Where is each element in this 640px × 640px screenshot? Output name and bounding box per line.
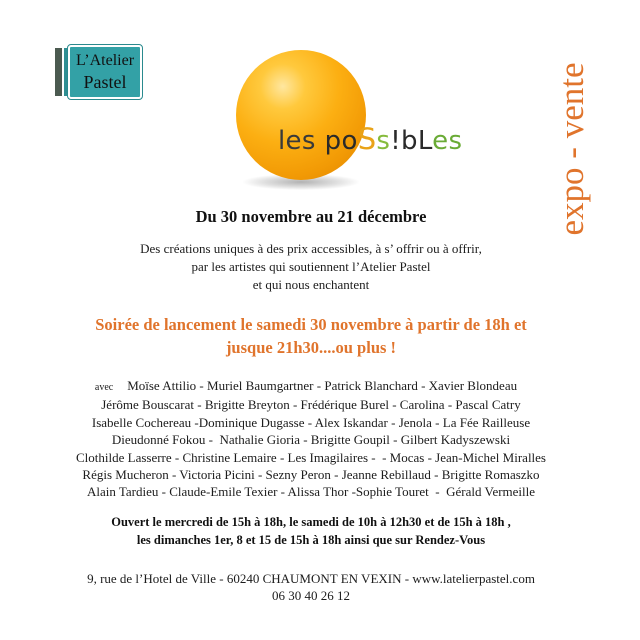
logo-box [68,45,142,99]
artist-line: Dieudonné Fokou - Nathalie Gioria - Brigitte Goupil - Gilbert Kadyszewski [111,432,511,448]
intro-line: et qui nous enchantent [252,277,370,292]
side-label-expo-vente: expo - vente [552,62,591,236]
wordmark-letters: po [324,126,358,156]
wordmark-letters: ! [390,126,401,156]
les-possibles-wordmark [278,124,462,154]
intro-line: par les artistes qui soutiennent l’Atelier Pastel [191,259,431,274]
artists-prefix: avec [94,382,114,393]
intro-line: Des créations uniques à des prix accessibles, à s’ offrir ou à offrir, [140,241,482,256]
launch-line: Soirée de lancement le samedi 30 novembre à partir de 18h et [95,315,527,334]
artist-line: Alain Tardieu - Claude-Emile Texier - Alissa Thor -Sophie Touret - Gérald Vermeille [86,484,536,500]
phone-number: 06 30 40 26 12 [272,588,350,603]
logo-dark-stripe [55,48,62,96]
dates-line: Du 30 novembre au 21 décembre [195,207,427,226]
hours-line: Ouvert le mercredi de 15h à 18h, le samedi de 10h à 12h30 et de 15h à 18h , [111,515,511,529]
address-line: 9, rue de l’Hotel de Ville - 60240 CHAUMONT EN VEXIN - www.latelierpastel.com [87,571,535,586]
logo-line-2: Pastel [83,72,127,92]
logo-teal-stripe [64,48,67,96]
intro-paragraph [0,240,622,294]
launch-announcement [0,313,622,359]
logo-line-1: L’Atelier [75,52,135,69]
artist-line: Isabelle Cochereau -Dominique Dugasse - Alex Iskandar - Jenola - La Fée Railleuse [91,414,531,430]
artist-line: Régis Mucheron - Victoria Picini - Sezny Peron - Jeanne Rebillaud - Brigitte Romaszko [82,467,540,483]
wordmark-letters: es [432,126,463,156]
wordmark-letters: s [376,126,391,156]
artists-list [0,377,622,501]
event-dates [0,207,622,227]
wordmark-letters: les [278,126,316,156]
wordmark-letters: S [357,122,377,156]
launch-line: jusque 21h30....ou plus ! [225,338,397,357]
hours-line: les dimanches 1er, 8 et 15 de 15h à 18h ainsi que sur Rendez-Vous [136,533,486,547]
opening-hours [0,513,622,549]
artist-names: Moïse Attilio - Muriel Baumgartner - Patrick Blanchard - Xavier Blondeau [127,378,518,393]
wordmark-letters: b [401,126,418,156]
artist-line: Clothilde Lasserre - Christine Lemaire - Les Imagilaires - - Mocas - Jean-Michel Miralles [75,449,546,465]
atelier-pastel-logo [55,45,142,99]
artist-line: Jérôme Bouscarat - Brigitte Breyton - Frédérique Burel - Carolina - Pascal Catry [101,397,521,413]
wordmark-letters: L [417,126,433,156]
contact-info [0,570,622,604]
artist-line [0,377,622,396]
orange-sphere [236,50,366,180]
